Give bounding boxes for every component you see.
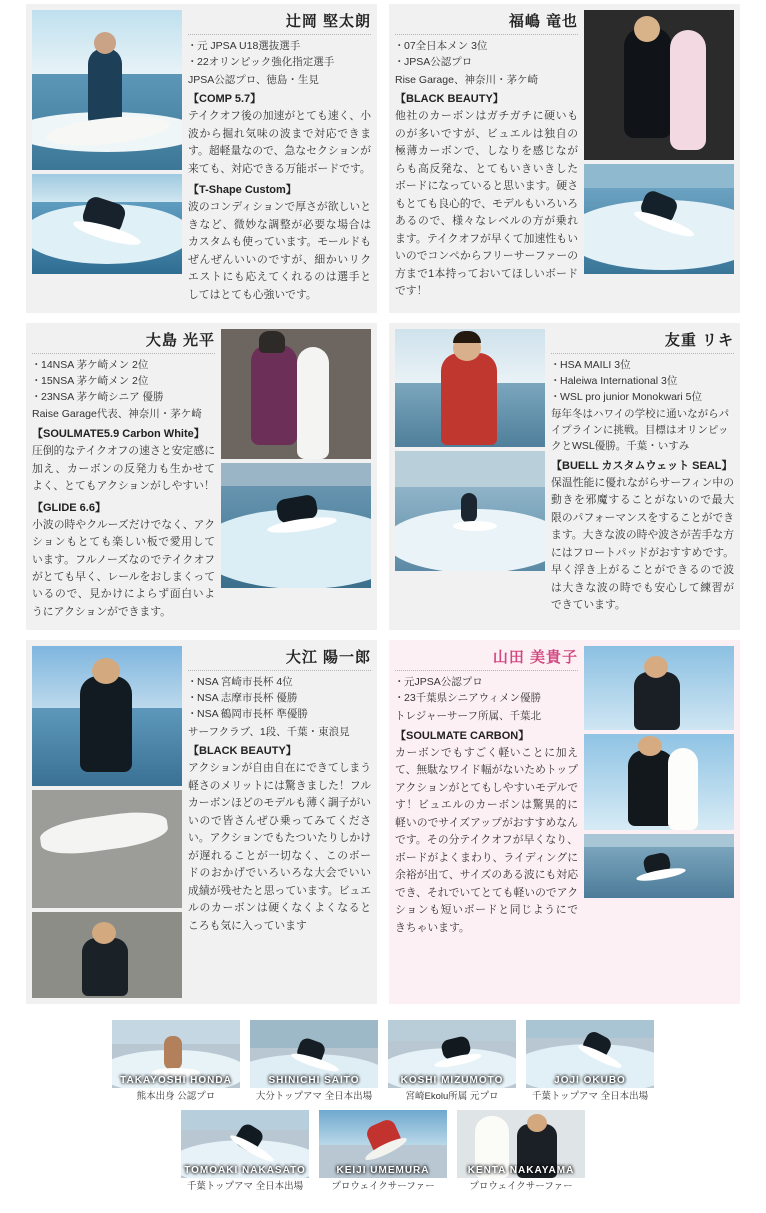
rider-photo-portrait bbox=[32, 912, 182, 998]
pro-caption: 熊本出身 公認プロ bbox=[136, 1091, 216, 1103]
pro-gallery-row-2 bbox=[26, 1110, 740, 1193]
rider-photo-portrait bbox=[584, 646, 734, 730]
rider-card-oshima bbox=[26, 323, 377, 630]
rider-model-tag: 【SOULMATE CARBON】 bbox=[395, 729, 530, 742]
rider-comment-2: 小波の時やクルーズだけでなく、アクションもとても楽しい板で愛用しています。フルノーズなのでテイクオフがとても早く、レールをおしまくっているので、見かけによらず面白いようにアクションができます。 bbox=[32, 518, 215, 618]
rider-photos bbox=[32, 10, 182, 307]
rider-model-tag: 【SOULMATE5.9 Carbon White】 bbox=[32, 428, 205, 441]
rider-photo-standing bbox=[32, 646, 182, 786]
pro-caption: プロウェイクサーファー bbox=[331, 1180, 435, 1192]
pro-gallery-item[interactable] bbox=[457, 1110, 585, 1193]
rider-photo-action bbox=[221, 463, 371, 588]
rider-name: 辻岡 堅太朗 bbox=[188, 10, 371, 35]
rider-card-oe bbox=[26, 640, 377, 1004]
rider-card-tsujioka bbox=[26, 4, 377, 313]
rider-affiliation: Raise Garage代表、神奈川・茅ケ崎 bbox=[32, 408, 202, 421]
pro-gallery-item[interactable] bbox=[526, 1020, 654, 1103]
rider-photos bbox=[395, 329, 545, 624]
pro-gallery-row-1 bbox=[26, 1020, 740, 1103]
pro-gallery-item[interactable] bbox=[388, 1020, 516, 1103]
pro-caption: プロウェイクサーファー bbox=[469, 1180, 573, 1192]
pro-photo bbox=[526, 1020, 654, 1088]
rider-achievements bbox=[32, 358, 215, 405]
rider-name: 大島 光平 bbox=[32, 329, 215, 354]
rider-comment: テイクオフ後の加速がとても速く、小波から掘れ気味の波まで対応できます。超軽量なので、急なセクションが来ても、対応できる万能ボードです。 bbox=[188, 110, 371, 175]
list-item: ・ HSA MAILI 3位 bbox=[551, 358, 734, 374]
rider-photo-standing bbox=[221, 329, 371, 459]
rider-model-tag: 【BLACK BEAUTY】 bbox=[188, 745, 297, 758]
pro-name: TAKAYOSHI HONDA bbox=[120, 1075, 232, 1087]
list-item: ・ 元 JPSA U18選抜選手 bbox=[188, 39, 371, 55]
rider-name: 山田 美貴子 bbox=[395, 646, 578, 671]
rider-text bbox=[188, 646, 371, 998]
pro-name: JOJI OKUBO bbox=[554, 1075, 626, 1087]
rider-affiliation: 毎年冬はハワイの学校に通いながらパイプラインに挑戦。目標はオリンピックとWSL優勝。千葉・いすみ bbox=[551, 408, 730, 452]
pro-caption: 千葉トップアマ 全日本出場 bbox=[531, 1091, 649, 1103]
pro-gallery bbox=[0, 1014, 766, 1213]
rider-photos bbox=[584, 646, 734, 998]
rider-photo-action bbox=[32, 174, 182, 274]
rider-card-fukushima bbox=[389, 4, 740, 313]
rider-photo-action bbox=[395, 451, 545, 571]
rider-text bbox=[395, 646, 578, 998]
rider-comment: 他社のカーボンはガチガチに硬いものが多いですが、ビュエルは独自の極薄カーボンで、しなりを感じながらも高反発な、とてもいきいきしたボードになっていると思います。硬さもとても良心的で、モデルもいろいろあるので、様々なレベルの方が乗れます。テイクオフが早くて加速性もいいのでコンペからフリーサーファーの方まで1本持っておいてほしいボードです！ bbox=[395, 110, 578, 298]
rider-achievements bbox=[395, 39, 578, 71]
rider-text bbox=[551, 329, 734, 624]
rider-name: 福嶋 竜也 bbox=[395, 10, 578, 35]
pro-gallery-item[interactable] bbox=[181, 1110, 309, 1193]
pro-gallery-item[interactable] bbox=[319, 1110, 447, 1193]
list-item: ・ 15NSA 茅ケ崎メン 2位 bbox=[32, 374, 215, 390]
list-item: ・ 14NSA 茅ケ崎メン 2位 bbox=[32, 358, 215, 374]
list-item: ・ 元JPSA公認プロ bbox=[395, 675, 578, 691]
rider-comment-2: 波のコンディションで厚さが欲しいときなど、微妙な調整が必要な場合はカスタムも使っています。モールドもぜんぜんいいのですが、細かいリクエストにも応えてくれるのは選手としてはとても心強いです。 bbox=[188, 201, 371, 301]
list-item: ・ 23千葉県シニアウィメン優勝 bbox=[395, 691, 578, 707]
list-item: ・ 07全日本メン 3位 bbox=[395, 39, 578, 55]
list-item: ・ WSL pro junior Monokwari 5位 bbox=[551, 390, 734, 406]
rider-card-tomoshige bbox=[389, 323, 740, 630]
pro-name: SHINICHI SAITO bbox=[268, 1075, 360, 1087]
rider-photo-board bbox=[32, 790, 182, 908]
pro-photo bbox=[112, 1020, 240, 1088]
list-item: ・ NSA 志摩市長杯 優勝 bbox=[188, 691, 371, 707]
pro-photo bbox=[457, 1110, 585, 1178]
rider-model-tag-2: 【T-Shape Custom】 bbox=[188, 184, 297, 197]
pro-photo bbox=[181, 1110, 309, 1178]
rider-name: 大江 陽一郎 bbox=[188, 646, 371, 671]
rider-affiliation: トレジャーサーフ所属、千葉北 bbox=[395, 709, 542, 722]
pro-photo bbox=[388, 1020, 516, 1088]
rider-photos bbox=[584, 10, 734, 307]
rider-photos bbox=[221, 329, 371, 624]
pro-name: TOMOAKI NAKASATO bbox=[184, 1164, 306, 1176]
list-item: ・ 23NSA 茅ケ崎シニア 優勝 bbox=[32, 390, 215, 406]
list-item: ・ NSA 鶴岡市長杯 準優勝 bbox=[188, 707, 371, 723]
rider-text bbox=[395, 10, 578, 307]
rider-row-2 bbox=[0, 323, 766, 640]
pro-caption: 大分トップアマ 全日本出場 bbox=[255, 1091, 373, 1103]
pro-caption: 千葉トップアマ 全日本出場 bbox=[186, 1180, 304, 1192]
list-item: ・ 22オリンピック強化指定選手 bbox=[188, 55, 371, 71]
list-item: ・ NSA 宮崎市長杯 4位 bbox=[188, 675, 371, 691]
rider-model-tag: 【BLACK BEAUTY】 bbox=[395, 93, 504, 106]
rider-text bbox=[188, 10, 371, 307]
rider-photo-action bbox=[584, 164, 734, 274]
list-item: ・ JPSA公認プロ bbox=[395, 55, 578, 71]
pro-photo bbox=[319, 1110, 447, 1178]
rider-photo-board bbox=[584, 734, 734, 830]
pro-caption: 宮崎Ekolu所属 元プロ bbox=[405, 1091, 499, 1103]
pro-name: KEIJI UMEMURA bbox=[336, 1164, 430, 1176]
rider-comment: アクションが自由自在にできてしまう軽さのメリットには驚きました！フルカーボンほどのモデルも薄く調子がいいので皆さんぜひ乗ってみてください。アクションでもたついたりしかけが遅れることが一切なく、このボードのおかげでいろいろな大会でいい成績が残せたと思っています。ビュエルのカーボンは硬くなくよくなるところも気に入っています bbox=[188, 762, 372, 932]
rider-row-3 bbox=[0, 640, 766, 1014]
rider-photo-standing bbox=[395, 329, 545, 447]
rider-achievements bbox=[188, 39, 371, 71]
rider-achievements bbox=[395, 675, 578, 707]
rider-row-1 bbox=[0, 4, 766, 323]
rider-affiliation: サーフクラブ、1段、千葉・東浪見 bbox=[188, 725, 350, 738]
rider-photos bbox=[32, 646, 182, 998]
pro-gallery-item[interactable] bbox=[250, 1020, 378, 1103]
rider-achievements bbox=[188, 675, 371, 722]
rider-comment: 圧倒的なテイクオフの速さと安定感に加え、カーボンの反発力も生かせてよく、とてもアクションがしやすい！ bbox=[32, 445, 215, 493]
rider-photo-standing bbox=[584, 10, 734, 160]
rider-affiliation: Rise Garage、神奈川・茅ケ崎 bbox=[395, 73, 538, 86]
rider-comment: カーボンでもすごく軽いことに加えて、無駄なワイド幅がないためトップアクションがとてもしやすいモデルです！ビュエルのカーボンは驚異的に軽いのでサイズアップがおすすめなんです。その分テイクオフが早くなり、ボードがよくまわり、ライディングに余裕が出て、サイズのある波にも対応でき、それでいてとても軽いのでアクションも短いボードと同じようにできちゃいます。 bbox=[395, 746, 578, 934]
pro-gallery-item[interactable] bbox=[112, 1020, 240, 1103]
list-item: ・ Haleiwa International 3位 bbox=[551, 374, 734, 390]
pro-name: KOSHI MIZUMOTO bbox=[400, 1075, 504, 1087]
rider-text bbox=[32, 329, 215, 624]
rider-comment: 保温性能に優れながらサーフィン中の動きを邪魔することがないので最大限のパフォーマンスをすることができます。大きな波の時や波さが苦手な方にはフロートパッドがおすすめです。早く浮き上がることができるので波は大きな波の時でも安心して練習ができています。 bbox=[551, 476, 734, 611]
rider-affiliation: JPSA公認プロ、徳島・生見 bbox=[188, 73, 319, 86]
rider-model-tag: 【BUELL カスタムウェット SEAL】 bbox=[551, 459, 733, 472]
rider-model-tag-2: 【GLIDE 6.6】 bbox=[32, 501, 106, 514]
pro-name: KENTA NAKAYAMA bbox=[467, 1164, 575, 1176]
rider-name: 友重 リキ bbox=[551, 329, 734, 354]
rider-model-tag: 【COMP 5.7】 bbox=[188, 93, 262, 106]
pro-photo bbox=[250, 1020, 378, 1088]
rider-photo-action bbox=[584, 834, 734, 898]
rider-card-yamada bbox=[389, 640, 740, 1004]
rider-photo-standing bbox=[32, 10, 182, 170]
rider-achievements bbox=[551, 358, 734, 405]
